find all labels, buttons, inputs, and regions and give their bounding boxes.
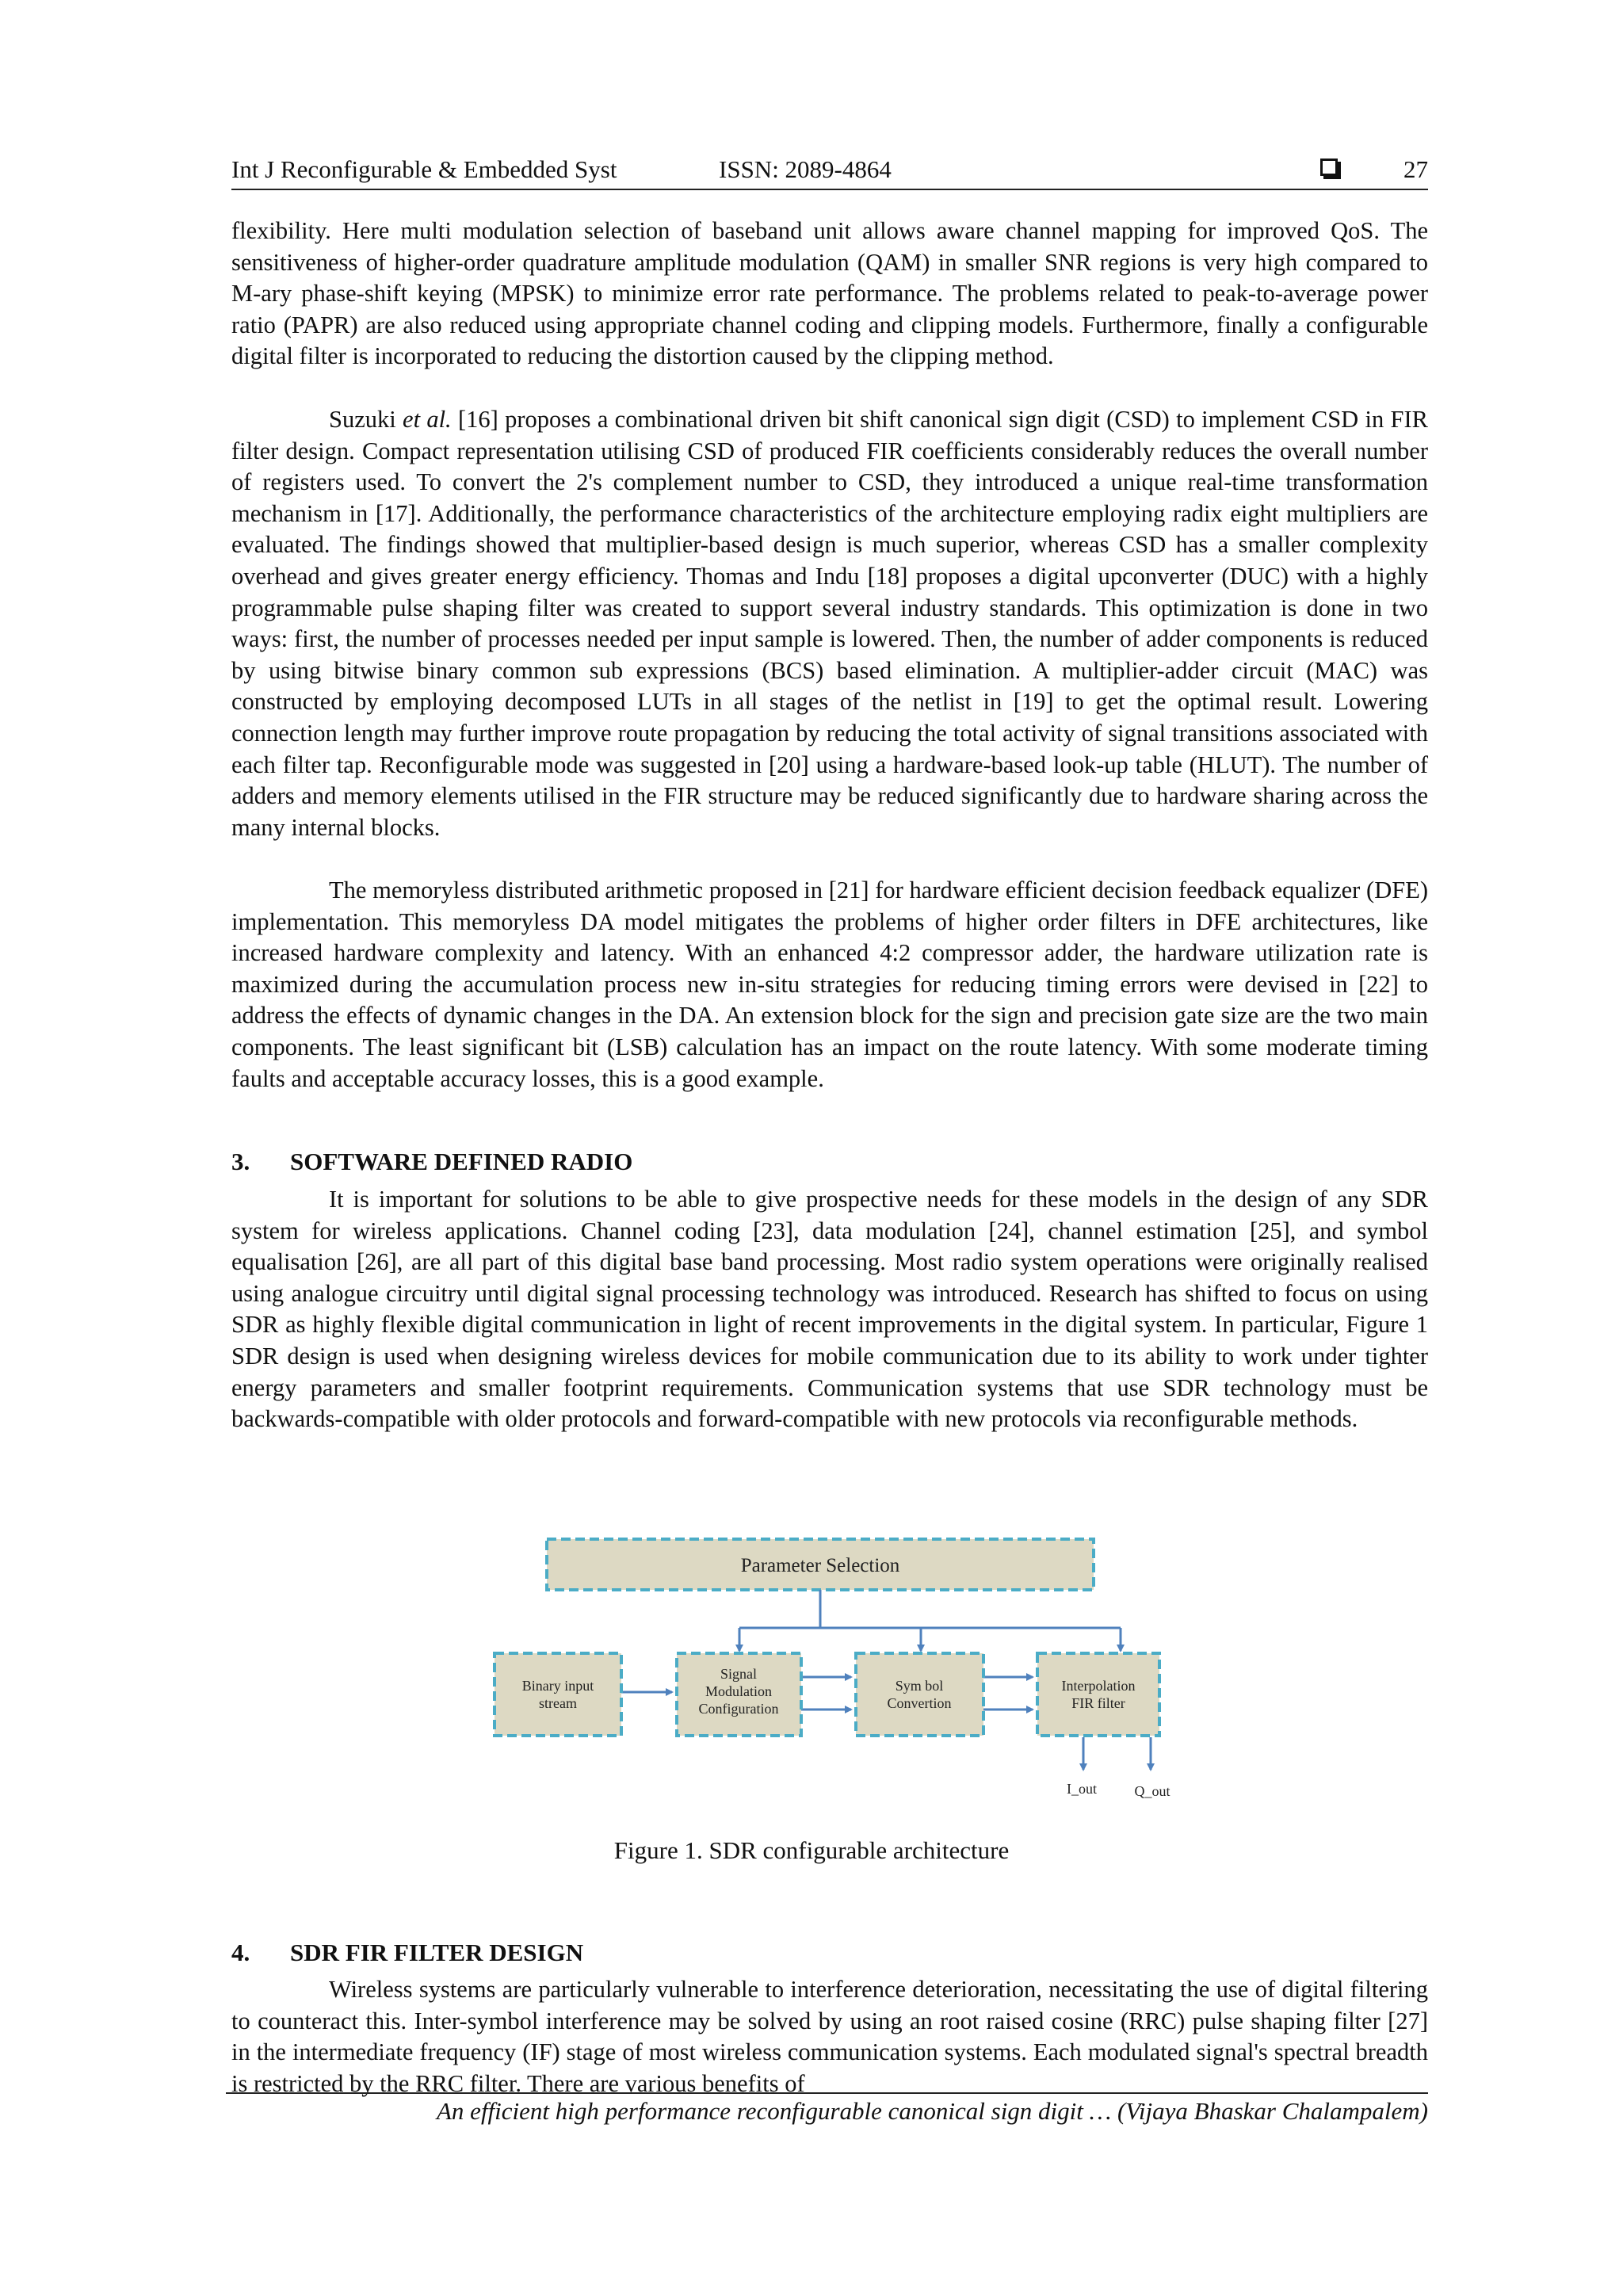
symbol-label-line1: Sym bol	[895, 1678, 944, 1694]
paragraph-3: The memoryless distributed arithmetic proposed in [21] for hardware efficient decision feedback equalizer (DFE) implementation. This memoryless DA model mitigates the problems of higher order filters in DFE architectures, like increased hardware complexity and latency. With an enhanced 4:2 compressor adder, the hardware utilization rate is maximized during the accumulation process new in-situ strategies for reducing timing errors were devised in [22] to address the effects of dynamic changes in the DA. An extension block for the sign and precision gate size are the two main components. The least significant bit (LSB) calculation has an impact on the route latency. With some moderate timing faults and acceptable accuracy losses, this is a good example.	[231, 877, 1428, 1092]
paragraph-2	[231, 404, 1428, 843]
signal-modulation-label-line1: Signal	[720, 1666, 758, 1682]
section-title: SOFTWARE DEFINED RADIO	[290, 1148, 633, 1175]
binary-input-label-line2: stream	[539, 1695, 577, 1711]
paragraph-1: flexibility. Here multi modulation selection of baseband unit allows aware channel mapping for improved QoS. The sensitiveness of higher-order quadrature amplitude modulation (QAM) in smaller SNR regions is very high compared to M-ary phase-shift keying (MPSK) to minimize error rate performance. The problems related to peak-to-average power ratio (PAPR) are also reduced using appropriate channel coding and clipping models. Furthermore, finally a configurable digital filter is incorporated to reducing the distortion caused by the clipping method.	[231, 217, 1428, 370]
q-out-label: Q_out	[1134, 1783, 1170, 1799]
et-al: et al.	[403, 406, 452, 433]
section-title: SDR FIR FILTER DESIGN	[290, 1939, 584, 1966]
section-heading-4	[231, 1939, 583, 1967]
page-number: 27	[1403, 155, 1428, 183]
binary-input-box	[495, 1653, 621, 1736]
paragraph-5: Wireless systems are particularly vulnerable to interference deterioration, necessitating the use of digital filtering to counteract this. Inter-symbol interference may be solved by using an root raised cosine (RRC) pulse shaping filter [27] in the intermediate frequency (IF) stage of most wireless communication systems. Each modulated signal's spectral breadth is restricted by the RRC filter. There are various benefits of	[231, 1976, 1428, 2097]
interpolation-label-line2: FIR filter	[1071, 1695, 1125, 1711]
page-footer: An efficient high performance reconfigurable canonical sign digit … (Vijaya Bhaskar Chalampalem)	[226, 2092, 1428, 2126]
paragraph-4: It is important for solutions to be able to give prospective needs for these models in the design of any SDR system for wireless applications. Channel coding [23], data modulation [24], channel estimation [25], and symbol equalisation [26], are all part of this digital base band processing. Most radio system operations were originally realised using analogue circuitry until digital signal processing technology was introduced. Research has shifted to focus on using SDR as highly flexible digital communication in light of recent improvements in the digital system. In particular, Figure 1 SDR design is used when designing wireless devices for mobile communication due to its ability to work under tighter energy parameters and smaller footprint requirements. Communication systems that use SDR technology must be backwards-compatible with older protocols and forward-compatible with new protocols via reconfigurable methods.	[231, 1186, 1428, 1433]
symbol-label-line2: Convertion	[887, 1695, 952, 1711]
figure-1-diagram	[491, 1530, 1173, 1815]
interpolation-fir-box	[1037, 1653, 1159, 1736]
square-bullet-icon	[1320, 159, 1338, 176]
binary-input-label-line1: Binary input	[521, 1678, 594, 1694]
paragraph-2-text: [16] proposes a combinational driven bit shift canonical sign digit (CSD) to implement CSD in FIR filter design. Compact representation utilising CSD of produced FIR coefficients considerably reduces the overall number of registers used. To convert the 2's complement number to CSD, they introduced a unique real-time transformation mechanism in [17]. Additionally, the performance characteristics of the architecture employing radix eight multipliers are evaluated. The findings showed that multiplier-based design is much superior, whereas CSD has a smaller complexity overhead and gives greater energy efficiency. Thomas and Indu [18] proposes a digital upconverter (DUC) with a highly programmable pulse shaping filter was created to support several industry standards. This optimization is done in two ways: first, the number of processes needed per input sample is lowered. Then, the number of adder components is reduced by using bitwise binary common sub expressions (BCS) based elimination. A multiplier-adder circuit (MAC) was constructed by employing decomposed LUTs in all stages of the netlist in [19] to get the optimal result. Lowering connection length may further improve route propagation by reducing the total activity of signal transitions associated with each filter tap. Reconfigurable mode was suggested in [20] using a hardware-based look-up table (HLUT). The number of adders and memory elements utilised in the FIR structure may be reduced significantly due to hardware sharing across the many internal blocks.	[231, 406, 1428, 841]
section-number: 3.	[231, 1148, 250, 1175]
author-name: Suzuki	[329, 406, 396, 433]
section-number: 4.	[231, 1939, 250, 1966]
page-header	[231, 155, 1428, 190]
issn: ISSN: 2089-4864	[719, 155, 892, 183]
signal-modulation-label-line3: Configuration	[698, 1701, 779, 1717]
parameter-selection-label: Parameter Selection	[740, 1555, 900, 1576]
parameter-selection-box	[547, 1539, 1094, 1590]
signal-modulation-box	[677, 1653, 801, 1736]
symbol-convertion-box	[856, 1653, 983, 1736]
section-heading-3	[231, 1148, 632, 1176]
signal-modulation-label-line2: Modulation	[705, 1683, 772, 1699]
i-out-label: I_out	[1067, 1781, 1097, 1797]
figure-caption: Figure 1. SDR configurable architecture	[613, 1836, 1010, 1864]
interpolation-label-line1: Interpolation	[1061, 1678, 1136, 1694]
journal-name: Int J Reconfigurable & Embedded Syst	[231, 155, 617, 183]
